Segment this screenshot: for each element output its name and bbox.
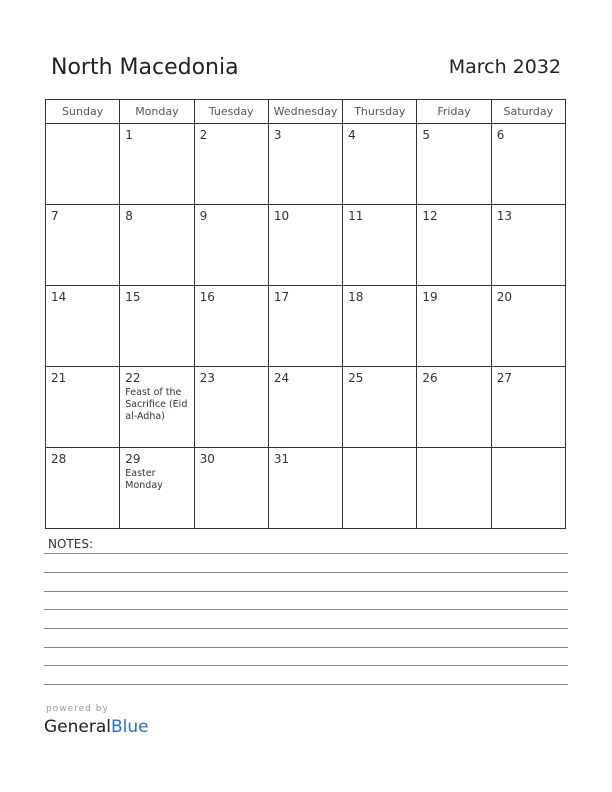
notes-line bbox=[44, 665, 568, 666]
day-cell[interactable] bbox=[46, 124, 120, 205]
holiday-label: Feast of the Sacrifice (Eid al-Adha) bbox=[125, 387, 188, 422]
day-number: 7 bbox=[51, 209, 59, 223]
day-number: 19 bbox=[422, 290, 438, 304]
calendar-country-title: North Macedonia bbox=[51, 55, 239, 80]
day-cell[interactable] bbox=[491, 205, 565, 286]
weekday-header: Friday bbox=[417, 100, 491, 124]
notes-line bbox=[44, 647, 568, 648]
day-number: 13 bbox=[496, 209, 512, 223]
day-number: 28 bbox=[51, 452, 67, 466]
weekday-header: Saturday bbox=[491, 100, 565, 124]
day-cell[interactable] bbox=[120, 448, 194, 529]
day-cell[interactable] bbox=[268, 448, 342, 529]
week-row bbox=[46, 367, 566, 448]
notes-line bbox=[44, 553, 568, 554]
day-number: 8 bbox=[125, 209, 133, 223]
day-cell[interactable] bbox=[194, 124, 268, 205]
calendar-grid bbox=[45, 99, 566, 529]
day-number: 14 bbox=[51, 290, 67, 304]
notes-line bbox=[44, 609, 568, 610]
powered-by-label: powered by bbox=[46, 704, 109, 714]
day-cell[interactable] bbox=[491, 286, 565, 367]
day-cell[interactable] bbox=[120, 124, 194, 205]
day-cell[interactable] bbox=[417, 124, 491, 205]
day-number: 11 bbox=[348, 209, 364, 223]
day-cell[interactable] bbox=[194, 205, 268, 286]
day-cell[interactable] bbox=[120, 205, 194, 286]
day-number: 20 bbox=[496, 290, 512, 304]
day-cell[interactable] bbox=[46, 286, 120, 367]
day-number: 1 bbox=[125, 128, 133, 142]
day-number: 3 bbox=[273, 128, 282, 142]
day-cell[interactable] bbox=[343, 367, 417, 448]
day-cell[interactable] bbox=[417, 205, 491, 286]
day-cell[interactable] bbox=[194, 367, 268, 448]
notes-line bbox=[44, 684, 568, 685]
weekday-header-row bbox=[46, 100, 566, 124]
day-cell[interactable] bbox=[194, 286, 268, 367]
day-number: 4 bbox=[348, 128, 356, 142]
day-number: 26 bbox=[422, 371, 438, 385]
logo-text-general: General bbox=[44, 717, 111, 737]
day-number: 23 bbox=[199, 371, 215, 385]
weekday-header: Sunday bbox=[46, 100, 120, 124]
day-cell[interactable] bbox=[46, 448, 120, 529]
day-cell[interactable] bbox=[491, 448, 565, 529]
day-cell[interactable] bbox=[120, 286, 194, 367]
day-cell[interactable] bbox=[417, 367, 491, 448]
day-number: 10 bbox=[273, 209, 290, 223]
day-number: 2 bbox=[199, 128, 208, 142]
notes-line bbox=[44, 628, 568, 629]
day-cell[interactable] bbox=[120, 367, 194, 448]
day-cell[interactable] bbox=[343, 448, 417, 529]
day-number: 6 bbox=[496, 128, 505, 142]
day-cell[interactable] bbox=[417, 448, 491, 529]
day-number: 21 bbox=[51, 371, 67, 385]
day-number: 18 bbox=[348, 290, 364, 304]
calendar-month-year: March 2032 bbox=[448, 56, 561, 78]
notes-line bbox=[44, 591, 568, 592]
day-cell[interactable] bbox=[268, 124, 342, 205]
day-number: 29 bbox=[125, 452, 141, 466]
day-number: 30 bbox=[199, 452, 215, 466]
day-cell[interactable] bbox=[417, 286, 491, 367]
day-number: 17 bbox=[273, 290, 290, 304]
weekday-header: Tuesday bbox=[194, 100, 268, 124]
day-cell[interactable] bbox=[343, 205, 417, 286]
generalblue-logo[interactable] bbox=[44, 717, 149, 737]
day-number: 16 bbox=[199, 290, 215, 304]
day-number: 9 bbox=[199, 209, 208, 223]
day-cell[interactable] bbox=[491, 124, 565, 205]
logo-text-blue: Blue bbox=[111, 717, 149, 737]
week-row bbox=[46, 124, 566, 205]
day-cell[interactable] bbox=[343, 124, 417, 205]
day-number: 12 bbox=[422, 209, 438, 223]
day-number: 5 bbox=[422, 128, 431, 142]
day-number: 22 bbox=[125, 371, 141, 385]
day-number: 31 bbox=[273, 452, 290, 466]
day-cell[interactable] bbox=[268, 367, 342, 448]
week-row bbox=[46, 448, 566, 529]
week-row bbox=[46, 286, 566, 367]
day-cell[interactable] bbox=[343, 286, 417, 367]
notes-label: NOTES: bbox=[48, 537, 93, 551]
day-cell[interactable] bbox=[268, 286, 342, 367]
notes-line bbox=[44, 572, 568, 573]
weekday-header: Monday bbox=[120, 100, 194, 124]
day-number: 25 bbox=[348, 371, 364, 385]
day-cell[interactable] bbox=[491, 367, 565, 448]
day-number: 15 bbox=[125, 290, 141, 304]
day-number: 27 bbox=[496, 371, 512, 385]
weekday-header: Wednesday bbox=[268, 100, 342, 124]
day-cell[interactable] bbox=[268, 205, 342, 286]
day-cell[interactable] bbox=[194, 448, 268, 529]
day-number: 24 bbox=[273, 371, 290, 385]
week-row bbox=[46, 205, 566, 286]
day-cell[interactable] bbox=[46, 205, 120, 286]
holiday-label: Easter Monday bbox=[125, 468, 163, 491]
day-cell[interactable] bbox=[46, 367, 120, 448]
weekday-header: Thursday bbox=[343, 100, 417, 124]
